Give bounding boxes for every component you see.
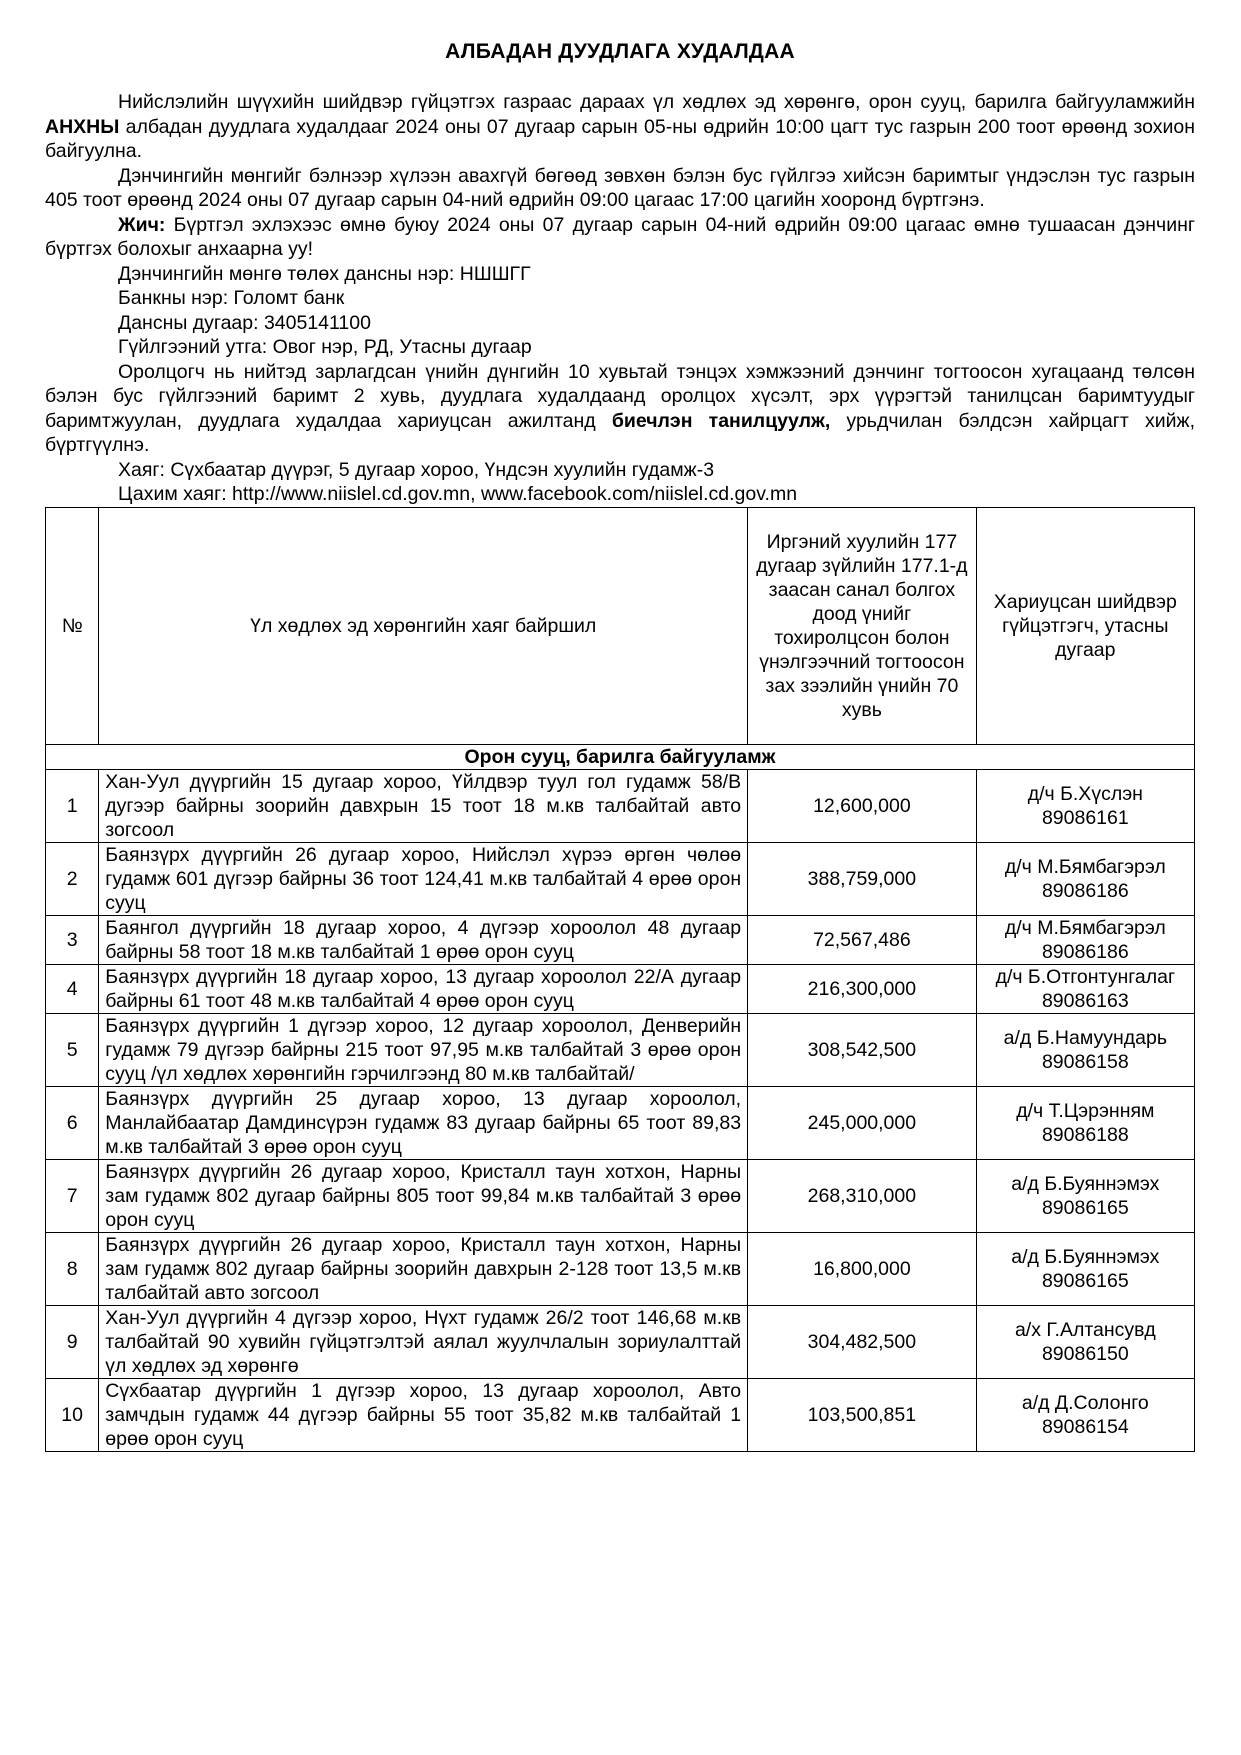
table-row xyxy=(46,1232,1195,1305)
bank-name: Банкны нэр: Голомт банк xyxy=(118,287,345,309)
responsible-phone: 89086154 xyxy=(1041,1415,1129,1438)
table-row xyxy=(46,1378,1195,1451)
row-responsible xyxy=(976,1305,1194,1378)
table-section-row xyxy=(46,744,1195,769)
row-address: Баянзүрх дүүргийн 26 дугаар хороо, Нийслэл хүрээ өргөн чөлөө гудамж 601 дүгээр байрны 36 тоот 124,41 м.кв талбайтай 4 өрөө орон сууц xyxy=(99,842,748,915)
row-number: 10 xyxy=(46,1378,99,1451)
row-price: 12,600,000 xyxy=(748,769,977,842)
note-paragraph xyxy=(45,213,1195,262)
row-responsible xyxy=(976,1159,1194,1232)
intro-bold: АНХНЫ xyxy=(45,115,120,138)
intro-text-a: Нийслэлийн шүүхийн шийдвэр гүйцэтгэх газраас дараах үл хөдлөх эд хөрөнгө, орон сууц, барилга байгууламжийн xyxy=(118,91,1195,113)
row-responsible xyxy=(976,1013,1194,1086)
bank-account-name: Дэнчингийн мөнгө төлөх дансны нэр: НШШГГ xyxy=(118,262,531,285)
responsible-phone: 89086163 xyxy=(1041,989,1129,1012)
row-responsible xyxy=(976,1232,1194,1305)
table-row xyxy=(46,842,1195,915)
responsible-name: а/х Г.Алтансувд xyxy=(1014,1318,1156,1341)
row-address: Хан-Уул дүүргийн 15 дугаар хороо, Үйлдвэр туул гол гудамж 58/В дугээр байрны зоорийн давхрын 15 тоот 18 м.кв талбайтай авто зогсоол xyxy=(99,769,748,842)
intro-paragraph xyxy=(45,90,1195,164)
table-row xyxy=(46,915,1195,964)
table-row xyxy=(46,1013,1195,1086)
responsible-name: а/д Б.Буяннэмэх xyxy=(1011,1172,1160,1195)
row-number: 8 xyxy=(46,1232,99,1305)
table-row xyxy=(46,964,1195,1013)
row-price: 245,000,000 xyxy=(748,1086,977,1159)
responsible-phone: 89086186 xyxy=(1041,940,1129,963)
responsible-phone: 89086165 xyxy=(1041,1196,1129,1219)
responsible-name: д/ч М.Бямбагэрэл xyxy=(1004,916,1166,939)
responsible-phone: 89086150 xyxy=(1041,1342,1129,1365)
header-number: № xyxy=(46,507,99,744)
table-row xyxy=(46,1086,1195,1159)
row-number: 1 xyxy=(46,769,99,842)
responsible-phone: 89086165 xyxy=(1041,1269,1129,1292)
row-responsible xyxy=(976,1086,1194,1159)
responsible-name: а/д Б.Намуундарь xyxy=(1003,1026,1167,1049)
participant-bold: биечлэн танилцуулж, xyxy=(611,409,831,432)
participant-text-b: урьдчилан бэлдсэн хайрцагт хийж, бүртгүүлнэ. xyxy=(45,409,1195,456)
transaction-note: Гүйлгээний утга: Овог нэр, РД, Утасны дугаар xyxy=(118,336,532,358)
row-price: 16,800,000 xyxy=(748,1232,977,1305)
row-price: 216,300,000 xyxy=(748,964,977,1013)
table-row xyxy=(46,1159,1195,1232)
responsible-phone: 89086186 xyxy=(1041,879,1129,902)
row-address: Баянзүрх дүүргийн 26 дугаар хороо, Кристалл таун хотхон, Нарны зам гудамж 802 дугаар байрны 805 тоот 99,84 м.кв талбайтай 3 өрөө орон сууц xyxy=(99,1159,748,1232)
responsible-name: д/ч Б.Отгонтунгалаг xyxy=(995,965,1176,988)
row-number: 7 xyxy=(46,1159,99,1232)
row-responsible xyxy=(976,842,1194,915)
row-number: 9 xyxy=(46,1305,99,1378)
header-responsible: Хариуцсан шийдвэр гүйцэтгэгч, утасны дугаар xyxy=(976,507,1194,744)
row-number: 3 xyxy=(46,915,99,964)
row-number: 5 xyxy=(46,1013,99,1086)
table-row xyxy=(46,1305,1195,1378)
property-table xyxy=(45,507,1195,1452)
office-address: Хаяг: Сүхбаатар дүүрэг, 5 дугаар хороо, Үндсэн хуулийн гудамж-3 xyxy=(118,458,715,481)
table-row xyxy=(46,769,1195,842)
responsible-name: д/ч Т.Цэрэнням xyxy=(1016,1099,1155,1122)
header-address: Үл хөдлөх эд хөрөнгийн хаяг байршил xyxy=(99,507,748,744)
section-title: Орон сууц, барилга байгууламж xyxy=(46,744,1195,769)
responsible-phone: 89086158 xyxy=(1041,1050,1129,1073)
row-number: 2 xyxy=(46,842,99,915)
row-responsible xyxy=(976,769,1194,842)
row-address: Сүхбаатар дүүргийн 1 дүгээр хороо, 13 дугаар хороолол, Авто замчдын гудамж 44 дүгээр байрны 55 тоот 35,82 м.кв талбайтай 1 өрөө орон сууц xyxy=(99,1378,748,1451)
row-address: Баянзүрх дүүргийн 1 дүгээр хороо, 12 дугаар хороолол, Денверийн гудамж 79 дүгээр байрны 215 тоот 97,95 м.кв талбайтай 3 өрөө орон сууц /үл хөдлөх хөрөнгийн гэрчилгээнд 80 м.кв талбайтай/ xyxy=(99,1013,748,1086)
row-address: Баянзүрх дүүргийн 26 дугаар хороо, Кристалл таун хотхон, Нарны зам гудамж 802 дугаар байрны зоорийн давхрын 2-128 тоот 13,5 м.кв талбайтай авто зогсоол xyxy=(99,1232,748,1305)
row-address: Хан-Уул дүүргийн 4 дүгээр хороо, Нүхт гудамж 26/2 тоот 146,68 м.кв талбайтай 90 хувийн гүйцэтгэлтэй аялал жуулчлалын зориулалттай үл хөдлөх эд хөрөнгө xyxy=(99,1305,748,1378)
header-price: Иргэний хуулийн 177 дугаар зүйлийн 177.1-д заасан санал болгох доод үнийг тохиролцсон болон үнэлгээчний тогтоосон зах зээлийн үнийн 70 хувь xyxy=(748,507,977,744)
row-address: Баянзүрх дүүргийн 18 дугаар хороо, 13 дугаар хороолол 22/А дугаар байрны 61 тоот 48 м.кв талбайтай 4 өрөө орон сууц xyxy=(99,964,748,1013)
row-responsible xyxy=(976,1378,1194,1451)
row-price: 388,759,000 xyxy=(748,842,977,915)
document-page xyxy=(45,40,1195,1452)
bank-account-number: Дансны дугаар: 3405141100 xyxy=(118,311,371,334)
row-price: 308,542,500 xyxy=(748,1013,977,1086)
intro-text-b: албадан дуудлага худалдааг 2024 оны 07 дугаар сарын 05-ны өдрийн 10:00 цагт тус газрын 200 тоот өрөөнд зохион байгуулна. xyxy=(45,115,1195,162)
row-number: 6 xyxy=(46,1086,99,1159)
deposit-paragraph: Дэнчингийн мөнгийг бэлнээр хүлээн авахгүй бөгөөд зөвхөн бэлэн бус гүйлгээ хийсэн баримтыг үндэслэн тус газрын 405 тоот өрөөнд 2024 оны 07 дугаар сарын 04-ний өдрийн 09:00 цагаас 17:00 цагийн хооронд бүртгэнэ. xyxy=(45,164,1195,211)
responsible-name: а/д Б.Буяннэмэх xyxy=(1011,1245,1160,1268)
note-label: Жич: xyxy=(118,213,166,236)
table-header-row xyxy=(46,507,1195,744)
row-price: 304,482,500 xyxy=(748,1305,977,1378)
note-text: Бүртгэл эхлэхээс өмнө буюу 2024 оны 07 дугаар сарын 04-ний өдрийн 09:00 цагаас өмнө тушаасан дэнчинг бүртгэх болохыг анхаарна уу! xyxy=(45,213,1195,260)
row-responsible xyxy=(976,915,1194,964)
responsible-name: а/д Д.Солонго xyxy=(1021,1391,1149,1414)
row-price: 72,567,486 xyxy=(748,915,977,964)
row-address: Баянгол дүүргийн 18 дугаар хороо, 4 дүгээр хороолол 48 дугаар байрны 58 тоот 18 м.кв талбайтай 1 өрөө орон сууц xyxy=(99,915,748,964)
row-price: 268,310,000 xyxy=(748,1159,977,1232)
row-price: 103,500,851 xyxy=(748,1378,977,1451)
web-address: Цахим хаяг: http://www.niislel.cd.gov.mn, www.facebook.com/niislel.cd.gov.mn xyxy=(118,483,798,505)
document-title: АЛБАДАН ДУУДЛАГА ХУДАЛДАА xyxy=(445,40,795,63)
row-responsible xyxy=(976,964,1194,1013)
responsible-name: д/ч М.Бямбагэрэл xyxy=(1004,855,1166,878)
responsible-name: д/ч Б.Хүслэн xyxy=(1027,782,1143,805)
participant-text-a: Оролцогч нь нийтэд зарлагдсан үнийн дүнгийн 10 хувьтай тэнцэх хэмжээний дэнчинг тогтоосон хугацаанд төлсөн бэлэн бус гүйлгээний баримт 2 хувь, дуудлага худалдаанд оролцох хүсэлт, эрх үүрэгтэй танилцсан баримтуудыг баримтжуулан, дуудлага худалдаа хариуцсан ажилтанд xyxy=(45,360,1195,432)
participant-paragraph xyxy=(45,360,1195,458)
row-address: Баянзүрх дүүргийн 25 дугаар хороо, 13 дугаар хороолол, Манлайбаатар Дамдинсүрэн гудамж 83 дугаар байрны 65 тоот 89,83 м.кв талбайтай 3 өрөө орон сууц xyxy=(99,1086,748,1159)
responsible-phone: 89086188 xyxy=(1041,1123,1129,1146)
table-body xyxy=(46,769,1195,1451)
responsible-phone: 89086161 xyxy=(1041,806,1129,829)
row-number: 4 xyxy=(46,964,99,1013)
